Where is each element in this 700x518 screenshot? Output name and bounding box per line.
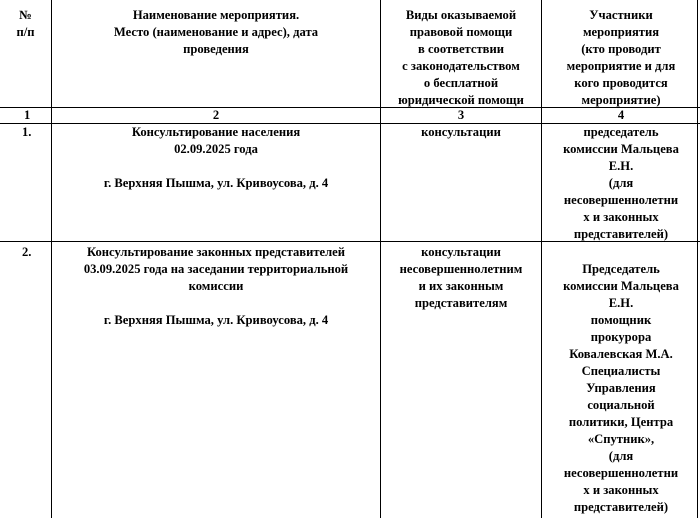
help-text-line: представителям <box>414 296 508 310</box>
participants-text-line: х и законных <box>583 483 659 497</box>
header-text-line: Наименование мероприятия. <box>132 8 300 22</box>
participants-text-line: несовершеннолетни <box>563 466 679 480</box>
participants-text-line: социальной <box>587 398 655 412</box>
help-text-line: консультации <box>421 245 501 259</box>
event-text-line: Консультирование законных представителей <box>86 245 346 259</box>
help-text-line: консультации <box>421 125 501 139</box>
row-1-event-cell <box>52 124 380 192</box>
column-number-2: 2 <box>212 108 220 122</box>
header-text-line: проведения <box>183 42 249 56</box>
event-text-line <box>52 295 380 312</box>
participants-text-line: Е.Н. <box>608 159 634 173</box>
help-text-line: несовершеннолетним <box>399 262 523 276</box>
event-text-line: Консультирование населения <box>131 125 301 139</box>
header-help-type-cell <box>381 7 541 109</box>
header-text-line: с законодательством <box>402 59 520 73</box>
row-2-number: 2. <box>22 245 32 259</box>
header-text-line: (кто проводит <box>581 42 661 56</box>
column-number-1: 1 <box>24 108 31 122</box>
row-1-participants-cell <box>542 124 700 243</box>
header-text-line: № <box>19 8 32 22</box>
participants-text-line: политики, Центра <box>568 415 674 429</box>
help-text-line: и их законным <box>418 279 504 293</box>
header-text-line: юридической помощи <box>398 93 524 107</box>
event-text-line[interactable] <box>52 312 380 329</box>
participants-text-line: комиссии Мальцева <box>563 142 679 156</box>
event-text-line: 03.09.2025 года на заседании территориальной <box>83 262 349 276</box>
participants-text-line: представителей) <box>573 227 669 241</box>
header-text-line: мероприятие) <box>581 93 661 107</box>
participants-text-line: х и законных <box>583 210 659 224</box>
row-2-event-cell <box>52 244 380 329</box>
header-event-cell <box>52 7 380 58</box>
column-number-3: 3 <box>457 108 465 122</box>
participants-text-line: помощник <box>590 313 652 327</box>
participants-text-line: Ковалевская М.А. <box>569 347 673 361</box>
header-text-line: мероприятия <box>582 25 660 39</box>
event-text-line <box>52 158 380 175</box>
participants-text-line: несовершеннолетни <box>563 193 679 207</box>
header-text-line: в соответствии <box>418 42 504 56</box>
header-text-line: Виды оказываемой <box>405 8 517 22</box>
header-text-line: п/п <box>16 25 35 39</box>
participants-text-line: «Спутник», <box>587 432 655 446</box>
header-number-cell <box>0 7 51 41</box>
header-text-line: правовой помощи <box>409 25 513 39</box>
participants-text-line: комиссии Мальцева <box>563 279 679 293</box>
event-text-line: комиссии <box>188 279 244 293</box>
participants-text-line: Управления <box>586 381 656 395</box>
participants-text-line: Е.Н. <box>608 296 634 310</box>
event-text-line: 02.09.2025 года <box>174 142 258 156</box>
header-participants-cell <box>542 7 700 109</box>
participants-text-line: Специалисты <box>581 364 661 378</box>
row-2-help-cell <box>381 244 541 312</box>
participants-text-line: (для <box>608 449 634 463</box>
event-text-line: г. Верхняя Пышма, ул. Кривоусова, д. 4 <box>103 176 329 190</box>
participants-text-line: прокурора <box>590 330 652 344</box>
header-text-line: Участники <box>589 8 653 22</box>
participants-text-line: (для <box>608 176 634 190</box>
header-text-line: мероприятие и для <box>566 59 676 73</box>
participants-text-line: председатель <box>583 125 659 139</box>
header-text-line: Место (наименование и адрес), дата <box>113 25 319 39</box>
row-2-participants-cell <box>542 261 700 516</box>
event-address-text: г. Верхняя Пышма, ул. Кривоусова, д. 4 <box>103 313 329 327</box>
participants-text-line: Председатель <box>582 262 660 276</box>
row-1-help-cell <box>381 124 541 141</box>
participants-text-line: представителей) <box>573 500 669 514</box>
header-text-line: кого проводится <box>574 76 668 90</box>
column-number-4: 4 <box>617 108 625 122</box>
row-1-number: 1. <box>22 125 32 139</box>
header-text-line: о бесплатной <box>423 76 499 90</box>
